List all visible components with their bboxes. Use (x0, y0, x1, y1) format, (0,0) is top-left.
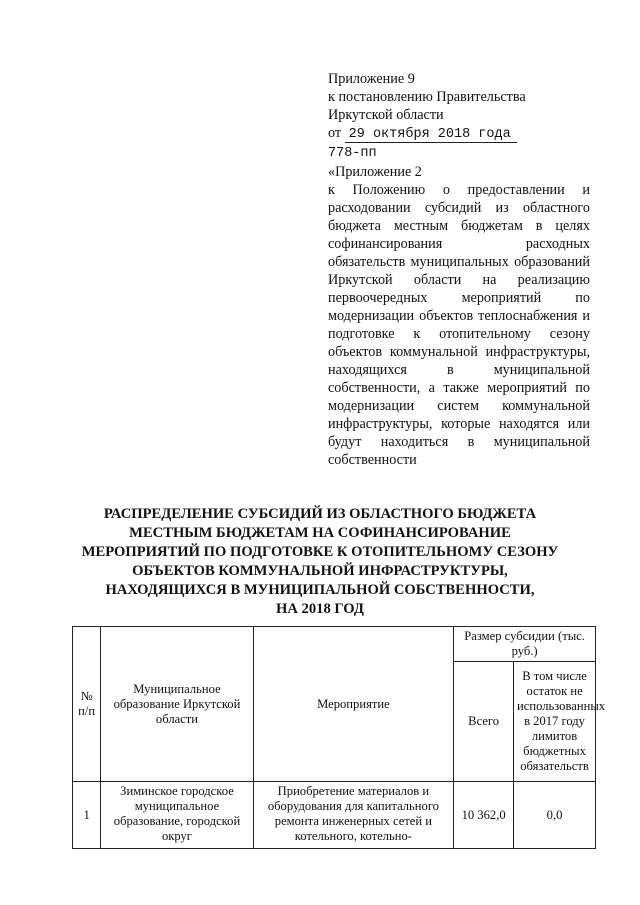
appendix-block (328, 70, 590, 469)
header-num: № п/п (73, 627, 101, 782)
appendix-region: Иркутской области (328, 107, 444, 123)
appendix-number: Приложение 9 (328, 71, 415, 87)
appendix-from-label: от (328, 125, 342, 141)
appendix-date: 29 октября 2018 года (345, 127, 517, 143)
row-municipality: Зиминское городское муниципальное образование, городской округ (101, 782, 253, 849)
title-line-3: МЕРОПРИЯТИЙ ПО ПОДГОТОВКЕ К ОТОПИТЕЛЬНОМУ СЕЗОНУ (81, 544, 559, 560)
row-num: 1 (73, 782, 101, 849)
row-event: Приобретение материалов и оборудования для капитального ремонта инженерных сетей и котельного, котельно- (253, 782, 454, 849)
title-line-1: РАСПРЕДЕЛЕНИЕ СУБСИДИЙ ИЗ ОБЛАСТНОГО БЮДЖЕТА (103, 506, 537, 522)
title-line-2: МЕСТНЫМ БЮДЖЕТАМ НА СОФИНАНСИРОВАНИЕ (129, 525, 511, 541)
appendix-sub-title: «Приложение 2 (328, 164, 422, 180)
appendix-doc-number: 778-пп (328, 146, 377, 161)
header-total: Всего (454, 662, 514, 782)
header-municipality: Муниципальное образование Иркутской области (101, 627, 253, 782)
row-remainder: 0,0 (514, 782, 596, 849)
title-line-6: НА 2018 ГОД (276, 601, 364, 617)
table-header-row (73, 627, 596, 662)
appendix-text: к Положению о предоставлении и расходовании субсидий из областного бюджета местным бюджетам в целях софинансирования расходных обязательств муниципальных образований Иркутской области на реализацию первоочередных мероприятий по модернизации объектов теплоснабжения и подготовке к отопительному сезону объектов коммунальной инфраструктуры, находящихся в муниципальной собственности, а также мероприятий по модернизации систем коммунальной инфраструктуры, которые находятся или будут находиться в муниципальной собственности (328, 182, 590, 468)
table-row (73, 782, 596, 849)
header-event: Мероприятие (253, 627, 454, 782)
appendix-decree: к постановлению Правительства (328, 89, 526, 105)
title-line-4: ОБЪЕКТОВ КОММУНАЛЬНОЙ ИНФРАСТРУКТУРЫ, (132, 563, 508, 579)
header-remainder: В том числе остаток не использованных в 2017 году лимитов бюджетных обязательств (514, 662, 596, 782)
document-title (40, 505, 600, 619)
subsidy-table (72, 626, 606, 849)
row-total: 10 362,0 (454, 782, 514, 849)
appendix-date-line (328, 124, 590, 143)
title-line-5: НАХОДЯЩИХСЯ В МУНИЦИПАЛЬНОЙ СОБСТВЕННОСТИ, (105, 582, 535, 598)
header-subsidy: Размер субсидии (тыс. руб.) (454, 627, 596, 662)
